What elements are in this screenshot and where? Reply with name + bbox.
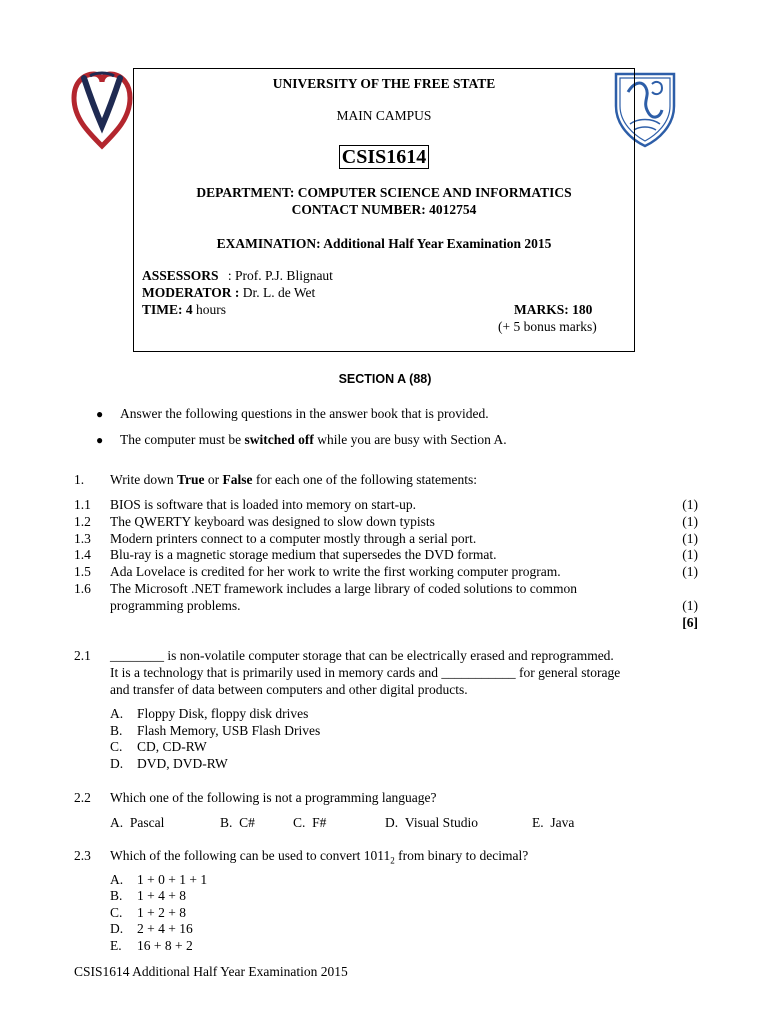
item-number: 1.5 — [74, 564, 91, 579]
statement-mark: (1) — [682, 531, 698, 546]
instruction-2: The computer must be switched off while you are busy with Section A. — [120, 432, 507, 447]
option: A. Pascal — [110, 815, 165, 830]
question-number: 2.1 — [74, 648, 91, 663]
option: D. 2 + 4 + 16 — [110, 921, 193, 936]
statement-text-continued: programming problems. — [110, 598, 241, 613]
option: A. Floppy Disk, floppy disk drives — [110, 706, 309, 721]
statement-mark: (1) — [682, 564, 698, 579]
assessors-label: ASSESSORS — [142, 268, 219, 283]
item-number: 1.6 — [74, 581, 91, 596]
option: C. 1 + 2 + 8 — [110, 905, 186, 920]
statement-mark: (1) — [682, 598, 698, 613]
instruction-1: Answer the following questions in the answer book that is provided. — [120, 406, 489, 421]
question-text: ________ is non-volatile computer storage that can be electrically erased and reprogrammed. — [110, 648, 614, 663]
statement-text: BIOS is software that is loaded into memory on start-up. — [110, 497, 416, 512]
assessors-row — [142, 268, 333, 284]
question-number: 2.3 — [74, 848, 91, 863]
examination-title: EXAMINATION: Additional Half Year Examination 2015 — [216, 236, 552, 251]
item-number: 1.4 — [74, 547, 91, 562]
item-number: 1.1 — [74, 497, 91, 512]
bullet-icon: ● — [96, 407, 104, 421]
option: E. Java — [532, 815, 575, 830]
option: D. DVD, DVD-RW — [110, 756, 228, 771]
exam-header-box — [133, 68, 635, 352]
item-number: 1.2 — [74, 514, 91, 529]
section-title: SECTION A (88) — [338, 372, 432, 386]
question-total: [6] — [682, 615, 698, 630]
item-number: 1.3 — [74, 531, 91, 546]
time-label: TIME: — [142, 302, 183, 317]
statement-text: Modern printers connect to a computer mostly through a serial port. — [110, 531, 477, 546]
department: DEPARTMENT: COMPUTER SCIENCE AND INFORMATICS — [196, 185, 572, 200]
question-number: 1. — [74, 472, 85, 487]
option: B. C# — [220, 815, 255, 830]
statement-mark: (1) — [682, 514, 698, 529]
option: B. 1 + 4 + 8 — [110, 888, 186, 903]
moderator-value: Dr. L. de Wet — [242, 285, 316, 300]
option: A. 1 + 0 + 1 + 1 — [110, 872, 208, 887]
option: C. CD, CD-RW — [110, 739, 207, 754]
option: C. F# — [293, 815, 327, 830]
bonus-marks: (+ 5 bonus marks) — [498, 319, 597, 334]
statement-text: Blu-ray is a magnetic storage medium that supersedes the DVD format. — [110, 547, 497, 562]
assessors-value: : Prof. P.J. Blignaut — [227, 268, 333, 283]
university-heart-logo — [70, 66, 134, 150]
question-1-text: Write down True or False for each one of the following statements: — [110, 472, 478, 487]
total-marks: MARKS: 180 — [514, 302, 593, 317]
moderator-label: MODERATOR : — [142, 285, 240, 300]
page-footer: CSIS1614 Additional Half Year Examination 2015 — [74, 964, 348, 979]
campus-name: MAIN CAMPUS — [336, 108, 432, 123]
question-text: and transfer of data between computers and other digital products. — [110, 682, 468, 697]
question-number: 2.2 — [74, 790, 91, 805]
statement-mark: (1) — [682, 497, 698, 512]
option: E. 16 + 8 + 2 — [110, 938, 193, 953]
university-name: UNIVERSITY OF THE FREE STATE — [272, 76, 496, 91]
question-text: It is a technology that is primarily used in memory cards and ___________ for general storage — [110, 665, 621, 680]
bullet-icon: ● — [96, 433, 104, 447]
course-code: CSIS1614 — [339, 145, 429, 169]
contact-number: CONTACT NUMBER: 4012754 — [291, 202, 477, 217]
time-row — [142, 302, 226, 318]
statement-text: The Microsoft .NET framework includes a large library of coded solutions to common — [110, 581, 578, 596]
statement-text: Ada Lovelace is credited for her work to write the first working computer program. — [110, 564, 561, 579]
time-hours: 4 — [185, 302, 193, 317]
moderator-row — [142, 285, 315, 301]
time-unit: hours — [196, 302, 226, 317]
statement-mark: (1) — [682, 547, 698, 562]
statement-text: The QWERTY keyboard was designed to slow down typists — [110, 514, 435, 529]
question-text: Which one of the following is not a programming language? — [110, 790, 437, 805]
question-text: Which of the following can be used to convert $1011_2$ from binary to decimal? — [110, 848, 529, 866]
option: D. Visual Studio — [385, 815, 478, 830]
option: B. Flash Memory, USB Flash Drives — [110, 723, 321, 738]
